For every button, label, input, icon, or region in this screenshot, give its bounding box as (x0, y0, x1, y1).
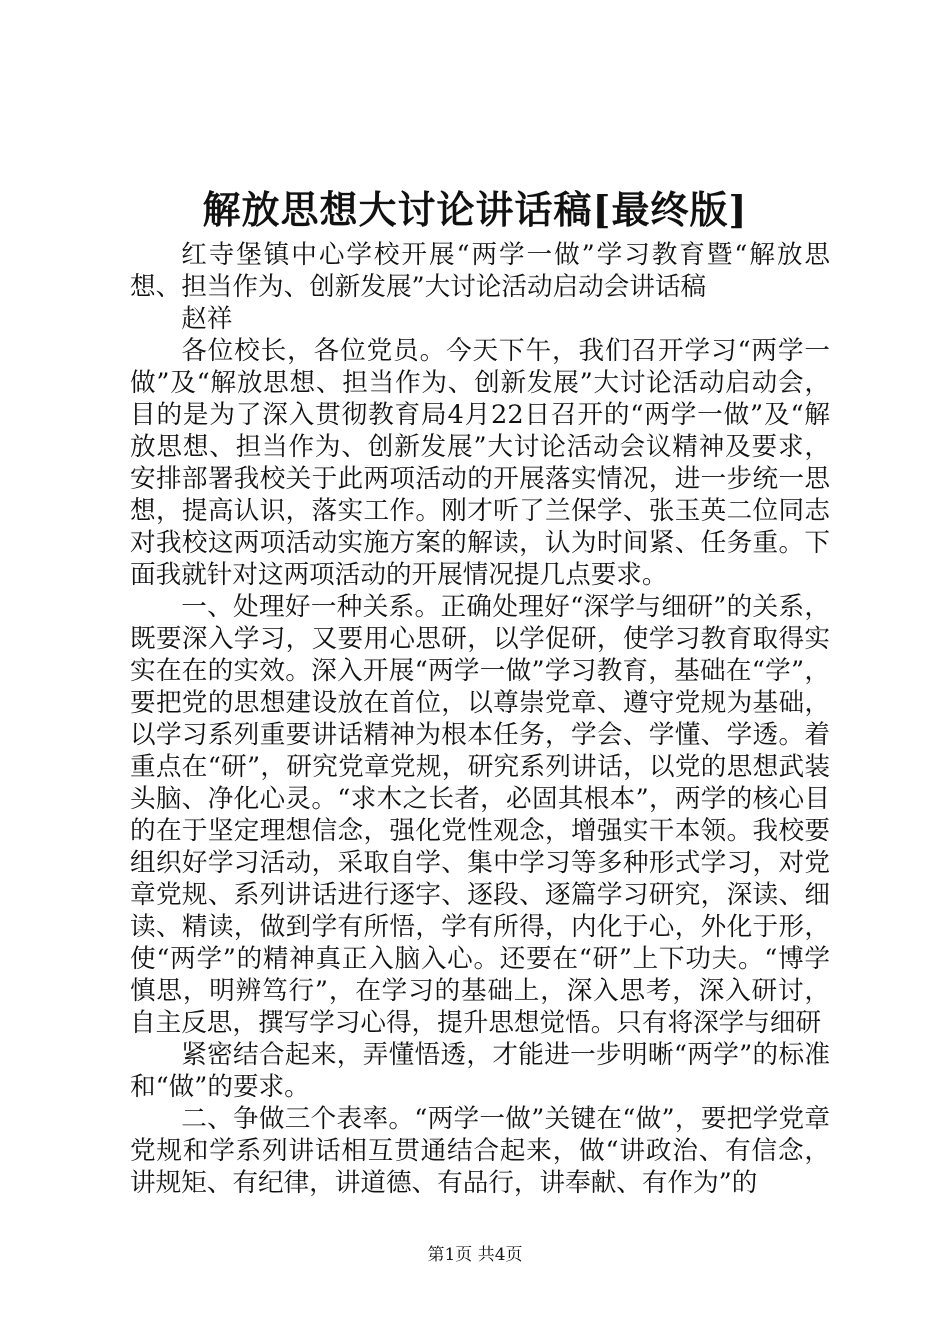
author-name: 赵祥 (181, 304, 233, 334)
page-number-footer: 第1页 共4页 (427, 1245, 523, 1265)
opening-paragraph: 各位校长，各位党员。今天下午，我们召开学习“两学一做”及“解放思想、担当作为、创新发展”大讨论活动启动会，目的是为了深入贯彻教育局4月22日召开的“两学一做”及“解放思想、担当作为、创新发展”大讨论活动会议精神及要求，安排部署我校关于此两项活动的开展落实情况，进一步统一思想，提高认识，落实工作。刚才听了兰保学、张玉英二位同志对我校这两项活动实施方案的解读，认为时间紧、任务重。下面我就针对这两项活动的开展情况提几点要求。 (130, 336, 830, 590)
continuation-paragraph: 紧密结合起来，弄懂悟透，才能进一步明晰“两学”的标准和“做”的要求。 (130, 1040, 830, 1102)
document-title: 解放思想大讨论讲话稿[最终版] (202, 187, 748, 232)
document-body (130, 239, 830, 1199)
section-two-paragraph: 二、争做三个表率。“两学一做”关键在“做”，要把学党章党规和学系列讲话相互贯通结合起来，做“讲政治、有信念，讲规矩、有纪律，讲道德、有品行，讲奉献、有作为”的 (130, 1104, 830, 1198)
subtitle-paragraph: 红寺堡镇中心学校开展“两学一做”学习教育暨“解放思想、担当作为、创新发展”大讨论活动启动会讲话稿 (130, 240, 830, 302)
section-one-paragraph: 一、处理好一种关系。正确处理好“深学与细研”的关系，既要深入学习，又要用心思研，以学促研，使学习教育取得实实在在的实效。深入开展“两学一做”学习教育，基础在“学”，要把党的思想建设放在首位，以尊崇党章、遵守党规为基础，以学习系列重要讲话精神为根本任务，学会、学懂、学透。着重点在“研”，研究党章党规，研究系列讲话，以党的思想武装头脑、净化心灵。“求木之长者，必固其根本”，两学的核心目的在于坚定理想信念，强化党性观念，增强实干本领。我校要组织好学习活动，采取自学、集中学习等多种形式学习，对党章党规、系列讲话进行逐字、逐段、逐篇学习研究，深读、细读、精读，做到学有所悟，学有所得，内化于心，外化于形，使“两学”的精神真正入脑入心。还要在“研”上下功夫。“博学慎思，明辨笃行”，在学习的基础上，深入思考，深入研讨，自主反思，撰写学习心得，提升思想觉悟。只有将深学与细研 (130, 592, 830, 1038)
